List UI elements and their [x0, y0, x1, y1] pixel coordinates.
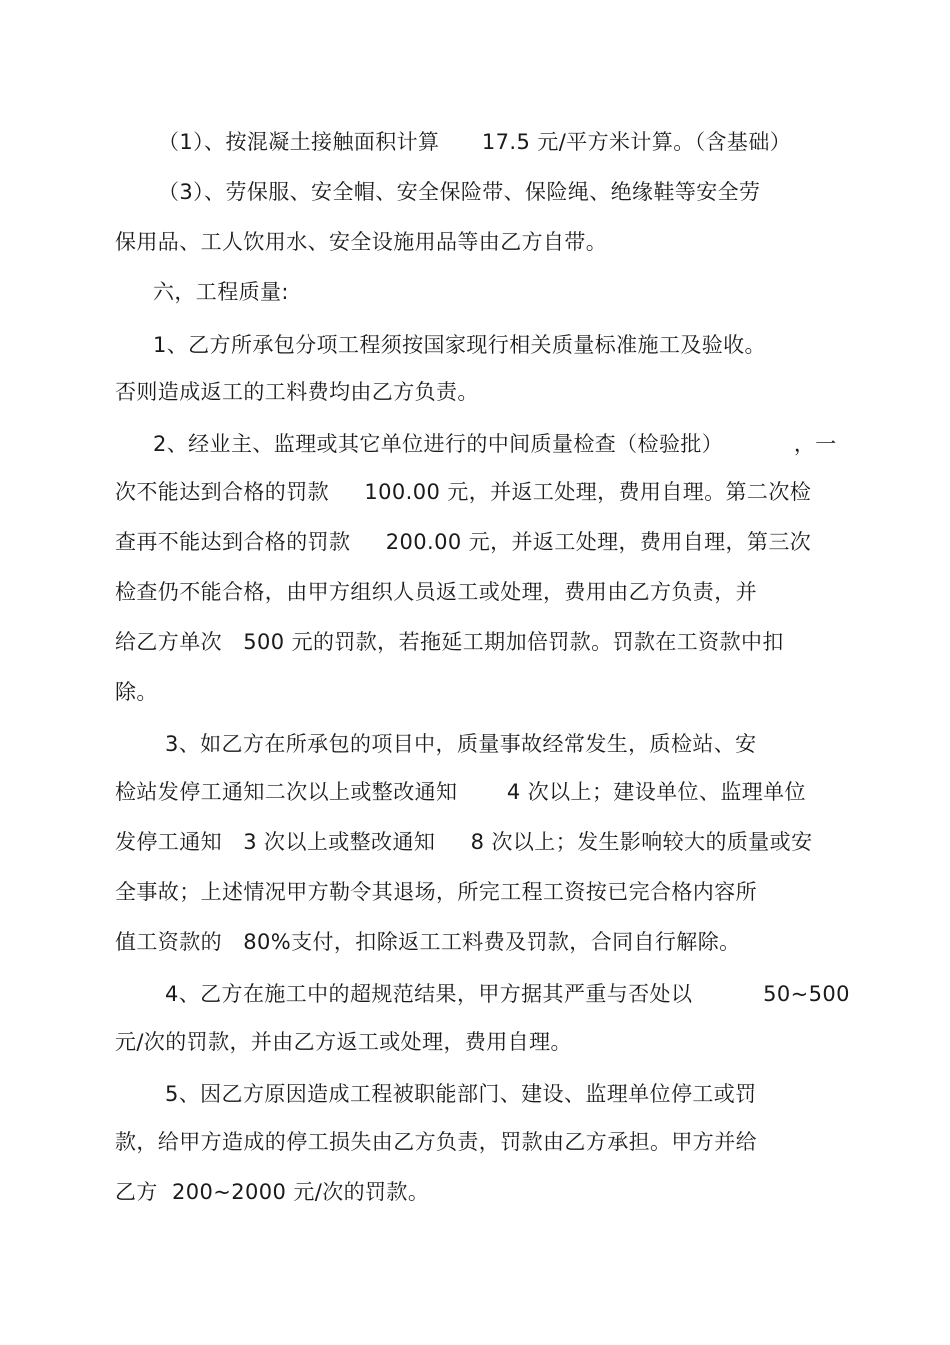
- clause-6-3-line-5: 值工资款的 80%支付，扣除返工工料费及罚款，合同自行解除。: [115, 930, 741, 954]
- clause-6-2-line-1: 2、经业主、监理或其它单位进行的中间质量检查（检验批） ，一: [153, 432, 837, 456]
- clause-6-2-line-3: 查再不能达到合格的罚款 200.00 元，并返工处理，费用自理，第三次: [115, 530, 812, 554]
- clause-5-1-line: （1）、按混凝土接触面积计算 17.5 元/平方米计算。（含基础）: [158, 130, 792, 154]
- clause-6-1-line-1: 1、乙方所承包分项工程须按国家现行相关质量标准施工及验收。: [153, 333, 766, 357]
- clause-6-4-line-2: 元/次的罚款，并由乙方返工或处理，费用自理。: [115, 1030, 572, 1054]
- clause-6-5-line-2: 款，给甲方造成的停工损失由乙方负责，罚款由乙方承担。甲方并给: [115, 1130, 757, 1154]
- clause-6-2-line-6: 除。: [115, 680, 158, 704]
- clause-6-4-line-1: 4、乙方在施工中的超规范结果，甲方据其严重与否处以 50~500: [165, 982, 850, 1006]
- clause-6-5-line-1: 5、因乙方原因造成工程被职能部门、建设、监理单位停工或罚: [165, 1082, 757, 1106]
- clause-6-3-line-3: 发停工通知 3 次以上或整改通知 8 次以上；发生影响较大的质量或安: [115, 830, 813, 854]
- clause-6-2-line-2: 次不能达到合格的罚款 100.00 元，并返工处理，费用自理。第二次检: [115, 480, 812, 504]
- clause-6-5-line-3: 乙方 200~2000 元/次的罚款。: [115, 1180, 430, 1204]
- clause-5-3-line-1: （3）、劳保服、安全帽、安全保险带、保险绳、绝缘鞋等安全劳: [158, 180, 761, 204]
- clause-5-3-line-2: 保用品、工人饮用水、安全设施用品等由乙方自带。: [115, 230, 608, 254]
- clause-6-3-line-1: 3、如乙方在所承包的项目中，质量事故经常发生，质检站、安: [165, 732, 757, 756]
- section-6-heading: 六，工程质量:: [153, 280, 289, 304]
- clause-6-2-line-5: 给乙方单次 500 元的罚款，若拖延工期加倍罚款。罚款在工资款中扣: [115, 630, 784, 654]
- clause-6-3-line-4: 全事故；上述情况甲方勒令其退场，所完工程工资按已完合格内容所: [115, 880, 757, 904]
- clause-6-3-line-2: 检站发停工通知二次以上或整改通知 4 次以上；建设单位、监理单位: [115, 780, 806, 804]
- clause-6-1-line-2: 否则造成返工的工料费均由乙方负责。: [115, 380, 479, 404]
- clause-6-2-line-4: 检查仍不能合格，由甲方组织人员返工或处理，费用由乙方负责，并: [115, 580, 757, 604]
